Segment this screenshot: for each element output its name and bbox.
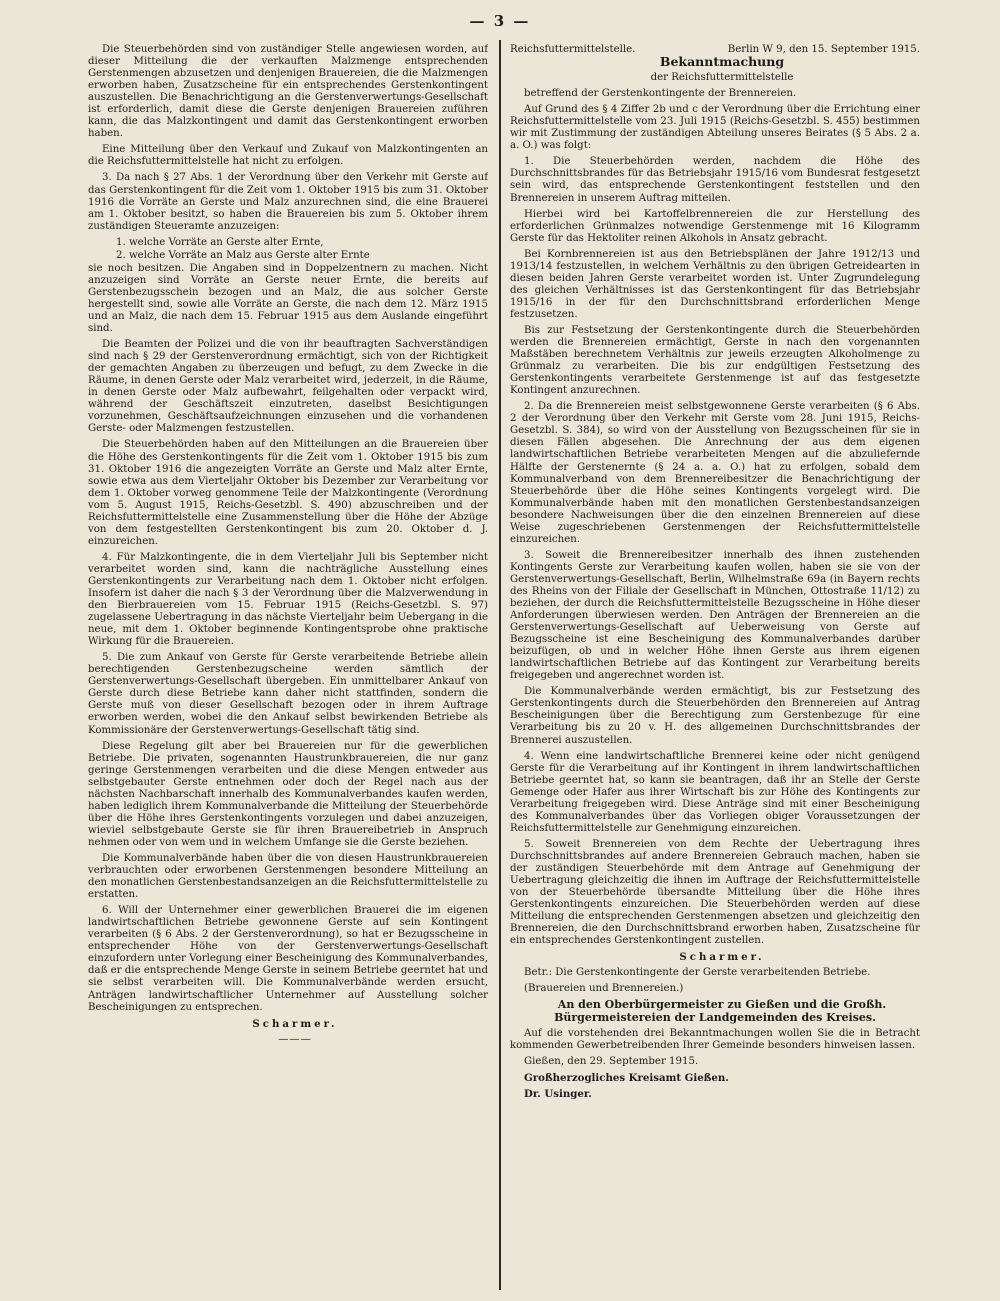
issuer: Reichsfuttermittelstelle. [510, 44, 636, 55]
paragraph: Die Kommunalverbände haben über die von diesen Haustrunkbrauereien verbrauchten oder erworbenen Gerstenmengen besondere Mitteilung an den monatlichen Gerstenbestandsanzeigen an die Reichsfuttermittelstelle zu erstatten. [88, 853, 488, 901]
signature-left: Scharmer. [252, 1017, 338, 1030]
paragraph: sie noch besitzen. Die Angaben sind in Doppelzentnern zu machen. Nicht anzuzeigen sind Vorräte an Gerste neuer Ernte, die bereits auf Gerstenbezugsschein bezogen und an Malz, die aus solcher Gerste hergestellt sind, sowie alle Vorräte an Gerste, die nach dem 12. März 1915 und an Malz, die nach dem 15. Februar 1915 aus dem Auslande eingeführt sind. [88, 262, 488, 335]
announcement-title: Bekanntmachung [659, 54, 785, 70]
signature-right: Scharmer. [679, 951, 765, 964]
closing-paragraph: Auf die vorstehenden drei Bekanntmachungen wollen Sie die in Betracht kommenden Gewerbetreibenden Ihrer Gemeinde besonders hinweisen lassen. [510, 1027, 920, 1051]
paragraph: Bei Kornbrennereien ist aus den Betriebsplänen der Jahre 1912/13 und 1913/14 festzustellen, in welchem Verhältnis zu den übrigen Getreidearten in diesen beiden Jahren Gerste verarbeitet worden ist. Unter Zugrundelegung des gleichen Verhältnisses ist das Gerstenkontingent für das Betriebsjahr 1915/16 in der für den Durchschnittsbrand erforderlichen Menge festzusetzen. [510, 248, 920, 320]
subject-line: Betr.: Die Gerstenkontingente der Gerste verarbeitenden Betriebe. [524, 967, 871, 979]
paragraph: 6. Will der Unternehmer einer gewerblichen Brauerei die im eigenen landwirtschaftlichen Betriebe gewonnene Gerste auf sein Kontingent verarbeiten (§ 6 Abs. 2 der Gerstenverordnung), so hat er Bezugsscheine in entsprechender Höhe von der Gerstenverwertungs-Gesellschaft einzufordern unter Vorlegung einer Bescheinigung des Kommunalverbandes, daß er die entsprechende Menge Gerste in seinem Betriebe geerntet hat und sie selbst verarbeiten will. Die Kommunalverbände werden ersucht, Anträgen landwirtschaftlicher Unternehmer auf Ausstellung solcher Bescheinigungen zu entsprechen. [88, 905, 488, 1013]
paragraph: Hierbei wird bei Kartoffelbrennereien die zur Herstellung des erforderlichen Grünmalzes notwendige Gerstenmenge mit 16 Kilogramm Gerste für das Hektoliter reinen Alkohols in Ansatz gebracht. [510, 208, 920, 244]
enumeration-list [88, 237, 488, 262]
paragraph: Diese Regelung gilt aber bei Brauereien nur für die gewerblichen Betriebe. Die privaten, sogenannten Haustrunkbrauereien, die nur ganz geringe Gerstenmengen verarbeiten und die diese Mengen entweder aus selbstgebauter Gerste entnehmen oder doch der Regel nach aus der nächsten Nachbarschaft innerhalb des Kommunalverbandes kaufen werden, haben lediglich ihrem Kommunalverbande die Mitteilung der Steuerbehörde über die Höhe ihres Gerstenkontingents vorzulegen und dabei anzuzeigen, wieviel selbstgebaute Gerste sie für ihren Brauereibetrieb in Anspruch nehmen oder von wem und in welchem Umfange sie die Gerste beziehen. [88, 740, 488, 848]
paragraph: Bis zur Festsetzung der Gerstenkontingente durch die Steuerbehörden werden die Brennereien ermächtigt, Gerste in nach den vorgenannten Maßstäben berechnetem Verhältnis zur jeweils erzeugten Alkoholmenge zu Grünmalz zu verarbeiten. Die bis zur endgültigen Festsetzung des Gerstenkontingents verarbeitete Gerstenmenge ist auf das festgesetzte Kontingent anzurechnen. [510, 324, 920, 397]
paragraph: 1. Die Steuerbehörden werden, nachdem die Höhe des Durchschnittsbrandes für das Betriebsjahr 1915/16 vom Bundesrat festgesetzt sein wird, das entsprechende Gerstenkontingent feststellen und den Brennereien in unserem Auftrag mitteilen. [510, 156, 920, 204]
left-column [88, 44, 488, 1269]
paragraph: Auf Grund des § 4 Ziffer 2b und c der Verordnung über die Errichtung einer Reichsfuttermittelstelle vom 23. Juli 1915 (Reichs-Gesetzbl. S. 455) bestimmen wir mit Zustimmung der zuständigen Abteilung unseres Beirates (§ 5 Abs. 2 a. a. O.) was folgt: [510, 104, 920, 152]
paragraph: 3. Da nach § 27 Abs. 1 der Verordnung über den Verkehr mit Gerste auf das Gerstenkontingent für die Zeit vom 1. Oktober 1915 bis zum 31. Oktober 1916 die Vorräte an Gerste und Malz anzurechnen sind, die eine Brauerei am 1. Oktober besitzt, so haben die Brauereien bis zum 5. Oktober ihrem zuständigen Steueramte anzuzeigen: [88, 172, 488, 232]
right-column [510, 44, 920, 1269]
list-item: 1. welche Vorräte an Gerste alter Ernte, [116, 236, 324, 248]
announcement-subtitle: der Reichsfuttermittelstelle [650, 72, 794, 84]
page-number: — 3 — [469, 12, 531, 30]
list-item: 2. welche Vorräte an Malz aus Gerste alter Ernte [116, 249, 370, 261]
place-date: Gießen, den 29. September 1915. [524, 1055, 699, 1067]
announcement-subject: betreffend der Gerstenkontingente der Brennereien. [524, 88, 797, 100]
date-place: Berlin W 9, den 15. September 1915. [727, 44, 920, 55]
paragraph: Eine Mitteilung über den Verkauf und Zukauf von Malzkontingenten an die Reichsfuttermittelstelle hat nicht zu erfolgen. [88, 144, 488, 168]
paragraph: Die Beamten der Polizei und die von ihr beauftragten Sachverständigen sind nach § 29 der Gerstenverordnung ermächtigt, sich von der Richtigkeit der gemachten Angaben zu überzeugen und befugt, zu dem Zwecke in die Räume, in denen Gerste oder Malz verarbeitet wird, jederzeit, in die Räume, in denen Gerste oder Malz aufbewahrt, feilgehalten oder verpackt wird, während der Geschäftszeit einzutreten, daselbst Besichtigungen vorzunehmen, Geschäftsaufzeichnungen einzusehen und die vorhandenen Gerste- oder Malzmengen festzustellen. [88, 339, 488, 435]
paragraph: 5. Soweit Brennereien von dem Rechte der Uebertragung ihres Durchschnittsbrandes auf andere Brennereien Gebrauch machen, haben sie der zuständigen Steuerbehörde mit dem Antrage auf Genehmigung der Uebertragung gleichzeitig die ihnen im Auftrage der Reichsfuttermittelstelle von der Steuerbehörde übersandte Mitteilung über die Höhe ihres Gerstenkontingents einzureichen. Die Steuerbehörden werden auf diese Mitteilung die entsprechenden Gerstenmengen absetzen und gleichzeitig den Brennereien, die den Durchschnittsbrand erworben haben, Zusatzscheine für ein entsprechendes Gerstenkontingent zustellen. [510, 838, 920, 947]
paragraph: 4. Für Malzkontingente, die in dem Vierteljahr Juli bis September nicht verarbeitet worden sind, kann die nachträgliche Ausstellung eines Gerstenkontingents zur Verarbeitung nach dem 1. Oktober nicht erfolgen. Insofern ist daher die nach § 3 der Verordnung über die Malzverwendung in den Bierbrauereien vom 15. Februar 1915 (Reichs-Gesetzbl. S. 97) zugelassene Uebertragung in das nächste Vierteljahr beim Uebergang in die neue, mit dem 1. Oktober beginnende Kontingentsprobe ohne praktische Wirkung für die Brauereien. [88, 551, 488, 648]
paragraph: 5. Die zum Ankauf von Gerste für Gerste verarbeitende Betriebe allein berechtigenden Gerstenbezugscheine werden sämtlich der Gerstenverwertungs-Gesellschaft übergeben. Ein unmittelbarer Ankauf von Gerste durch diese Betriebe kann daher nicht stattfinden, sondern die Gerste muß von dieser Gesellschaft bezogen oder in ihrem Auftrage erworben werden, wobei die den Ankauf selbst bewirkenden Betriebe als Kommissionäre der Gerstenverwertungs-Gesellschaft tätig sind. [88, 652, 488, 736]
column-divider [499, 40, 501, 1290]
paragraph: Die Kommunalverbände werden ermächtigt, bis zur Festsetzung des Gerstenkontingents durch die Steuerbehörden den Brennereien auf Antrag Bescheinigungen über die Berechtigung zum Gerstenbezuge für eine Verarbeitung bis zu 20 v. H. des allgemeinen Durchschnittsbrandes der Brennerei auszustellen. [510, 686, 920, 746]
right-paragraphs [510, 104, 920, 947]
left-paragraphs-a [88, 44, 488, 233]
paragraph: 2. Da die Brennereien meist selbstgewonnene Gerste verarbeiten (§ 6 Abs. 2 der Verordnung über den Verkehr mit Gerste vom 28. Juni 1915, Reichs-Gesetzbl. S. 384), so wird von der Ausstellung von Bezugsscheinen für sie in diesen Fällen abgesehen. Die Anrechnung der aus dem eigenen landwirtschaftlichen Betriebe verarbeiteten Mengen auf die abzuliefernde Hälfte der Gerstenernte (§ 24 a. a. O.) hat zu erfolgen, sobald dem Kommunalverband von dem Brennereibesitzer die Benachrichtigung der Steuerbehörde über die Höhe seines Kontingents vorgelegt wird. Die Kommunalverbände haben mit den monatlichen Gerstenbestandsanzeigen besondere Nachweisungen über die den einzelnen Brennereien auf diese Weise zugeschriebenen Gerstenmengen der Reichsfuttermittelstelle einzureichen. [510, 401, 920, 545]
paragraph: 4. Wenn eine landwirtschaftliche Brennerei keine oder nicht genügend Gerste für die Verarbeitung auf ihr Kontingent in ihrem landwirtschaftlichen Betriebe geerntet hat, so kann sie beantragen, daß ihr an Stelle der Gerste Gemenge oder Hafer aus ihrer Wirtschaft bis zur Höhe des Kontingents zur Verarbeitung freigegeben wird. Diese Anträge sind mit einer Bescheinigung des Kommunalverbandes über das Vorliegen obiger Voraussetzungen der Reichsfuttermittelstelle zur Genehmigung einzureichen. [510, 750, 920, 834]
separator-rule: ——— [278, 1033, 312, 1045]
signer: Dr. Usinger. [524, 1087, 592, 1100]
paragraph: Die Steuerbehörden sind von zuständiger Stelle angewiesen worden, auf dieser Mitteilung die der verkauften Malzmenge entsprechenden Gerstenmengen abzusetzen und denjenigen Brauereien, die die Malzmengen erworben haben, Zusatzscheine für ein entsprechendes Gerstenkontingent auszustellen. Die Benachrichtigung an die Gerstenverwertungs-Gesellschaft ist erforderlich, damit diese die Gerste denjenigen Brauereien zuführen kann, die das Malzkontingent und damit das Gerstenkontingent erworben haben. [88, 44, 488, 140]
left-paragraphs-b [88, 263, 488, 1014]
paragraph: Die Steuerbehörden haben auf den Mitteilungen an die Brauereien über die Höhe des Gerstenkontingents für die Zeit vom 1. Oktober 1915 bis zum 31. Oktober 1916 die angezeigten Vorräte an Gerste und Malz alter Ernte, sowie etwa aus dem Vierteljahr Oktober bis Dezember zur Verarbeitung vor dem 1. Oktober vorweg genommene Teile der Malzkontingente (Verordnung vom 5. August 1915, Reichs-Gesetzbl. S. 490) abzuschreiben und der Reichsfuttermittelstelle eine Zusammenstellung über die Höhe der Abzüge von dem festgestellten Gerstenkontingent bis zum 20. Oktober d. J. einzureichen. [88, 439, 488, 547]
issuing-office: Großherzogliches Kreisamt Gießen. [524, 1071, 729, 1084]
addressee: An den Oberbürgermeister zu Gießen und die Großh. Bürgermeistereien der Landgemeinden des Kreises. [554, 998, 887, 1024]
paragraph: 3. Soweit die Brennereibesitzer innerhalb des ihnen zustehenden Kontingents Gerste zur Verarbeitung kaufen wollen, haben sie sie von der Gerstenverwertungs-Gesellschaft, Berlin, Wilhelmstraße 69a (in Bayern rechts des Rheins von der Filiale der Gesellschaft in München, Ottostraße 11/12) zu beziehen, der durch die Reichsfuttermittelstelle Bezugsscheine in Höhe dieser Anforderungen überwiesen werden. Den Anträgen der Brennereien an die Gerstenverwertungs-Gesellschaft auf Ueberweisung von Gerste auf Bezugsscheine ist eine Bescheinigung des Kommunalverbandes darüber beizufügen, ob und in welcher Höhe ihnen Gerste aus ihrem eigenen landwirtschaftlichen Betriebe auf das Kontingent zur Verarbeitung bereits freigegeben und angerechnet worden ist. [510, 549, 920, 682]
subject-subline: (Brauereien und Brennereien.) [524, 983, 684, 995]
